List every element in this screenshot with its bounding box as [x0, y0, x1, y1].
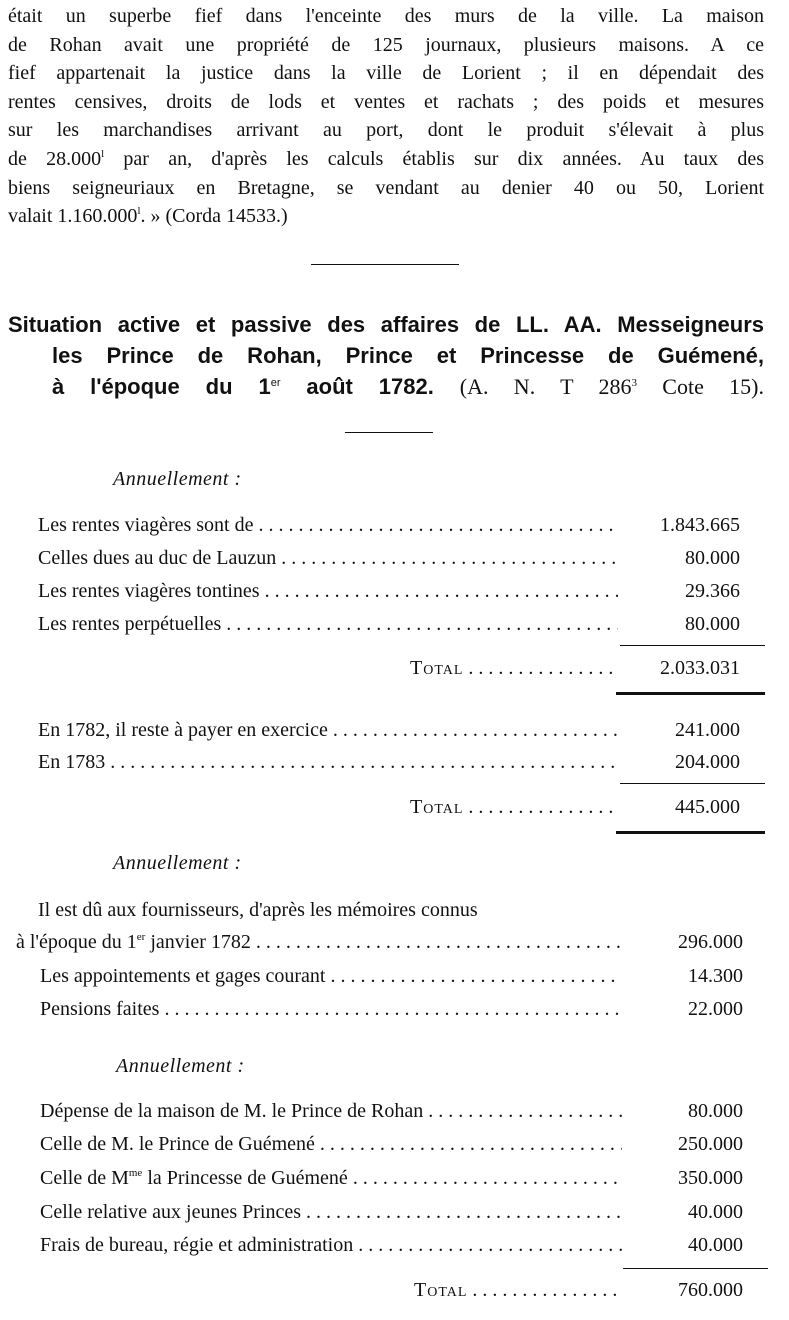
section-4-title: Annuellement :	[116, 1055, 245, 1077]
table-row	[0, 961, 789, 991]
row-label-sup: er	[136, 931, 146, 943]
heading-date-b: août 1782.	[280, 374, 434, 399]
table-row	[0, 927, 789, 957]
total-row	[0, 792, 789, 822]
table-row	[0, 576, 789, 606]
row-label-sup: me	[128, 1167, 143, 1179]
row-label	[40, 1163, 622, 1193]
intro-line-7: biens seigneuriaux en Bretagne, se vendant au denier 40 ou 50, Lorient	[8, 176, 764, 199]
row-amount: 29.366	[685, 580, 740, 602]
row-label: Les rentes perpétuelles . . .	[38, 609, 618, 639]
row-label: Celle de M. le Prince de Guémené . . .	[40, 1129, 622, 1159]
sum-rule	[623, 1268, 768, 1269]
row-label-b: janvier 1782	[145, 931, 251, 953]
intro-line-1: était un superbe fief dans l'enceinte des murs de la ville. La maison	[8, 5, 764, 27]
row-label: Les rentes viagères tontines . . .	[38, 576, 618, 606]
row-amount: 80.000	[685, 547, 740, 569]
row-label: Les appointements et gages courant . . .	[40, 961, 620, 991]
table-row	[0, 1129, 789, 1159]
row-label-b: la Princesse de Guémené	[142, 1167, 348, 1189]
intro-line-8	[8, 202, 764, 231]
intro-line-4: rentes censives, droits de lods et ventes et rachats ; des poids et mesures	[8, 90, 764, 113]
row-amount: 296.000	[678, 931, 743, 953]
total-amount: 760.000	[678, 1279, 743, 1301]
row-amount: 14.300	[688, 965, 743, 987]
heading-line-1	[8, 309, 764, 340]
row-amount: 22.000	[688, 998, 743, 1020]
row-amount: 250.000	[678, 1133, 743, 1155]
row-label	[16, 927, 620, 957]
intro-line-2: de Rohan avait une propriété de 125 journaux, plusieurs maisons. A ce	[8, 33, 764, 56]
heading-line-2-text: les Prince de Rohan, Prince et Princesse de Guémené,	[52, 343, 764, 368]
table-row	[0, 1197, 789, 1227]
total-double-rule	[616, 692, 765, 695]
total-row	[0, 653, 789, 683]
intro-line-3: fief appartenait la justice dans la ville de Lorient ; il en dépendait des	[8, 62, 764, 85]
lead-line: Il est dû aux fournisseurs, d'après les mémoires connus	[38, 899, 478, 921]
heading-date-a: à l'époque du 1	[52, 374, 271, 399]
page-heading	[8, 309, 764, 402]
row-label: Frais de bureau, régie et administration . . .	[40, 1230, 622, 1260]
heading-line-1-text: Situation active et passive des affaires de LL. AA. Messeigneurs	[8, 312, 764, 337]
total-amount: 2.033.031	[660, 657, 740, 679]
intro-amount-28000: de 28.000	[8, 147, 102, 170]
total-row	[0, 1275, 789, 1305]
intro-citation: . » (Corda 14533.)	[140, 205, 288, 228]
row-label-a: à l'époque du 1	[16, 931, 137, 953]
table-row	[0, 715, 789, 745]
row-amount: 40.000	[688, 1234, 743, 1256]
table-row	[0, 994, 789, 1024]
row-label-a: Celle de M	[40, 1167, 129, 1189]
row-label: En 1783 . . .	[38, 747, 618, 777]
archive-ref-a: (A. N. T 286	[459, 374, 632, 399]
row-label: Pensions faites . . .	[40, 994, 620, 1024]
total-amount: 445.000	[675, 796, 740, 818]
intro-paragraph	[8, 2, 764, 231]
row-amount: 80.000	[685, 613, 740, 635]
table-row	[0, 747, 789, 777]
table-row	[0, 1163, 789, 1193]
row-label: Les rentes viagères sont de . . .	[38, 510, 618, 540]
heading-line-2	[8, 340, 764, 371]
section-divider	[311, 264, 459, 265]
livre-superscript: l	[101, 147, 105, 160]
row-amount: 40.000	[688, 1201, 743, 1223]
heading-divider	[345, 432, 433, 433]
livre-superscript: l	[137, 205, 141, 218]
section-1-title: Annuellement :	[113, 468, 242, 490]
intro-amount-1160000: valait 1.160.000	[8, 205, 138, 228]
section-3-title: Annuellement :	[113, 852, 242, 874]
table-row	[0, 1230, 789, 1260]
row-amount: 80.000	[688, 1100, 743, 1122]
table-row	[0, 609, 789, 639]
archive-ref-sup: 3	[631, 377, 637, 389]
heading-line-3	[8, 371, 764, 402]
table-row	[0, 510, 789, 540]
row-amount: 241.000	[675, 719, 740, 741]
row-amount: 204.000	[675, 751, 740, 773]
archive-ref-b: Cote 15).	[636, 374, 764, 399]
row-amount: 1.843.665	[660, 514, 740, 536]
heading-archive-ref	[460, 374, 764, 399]
table-row	[0, 1096, 789, 1126]
row-amount: 350.000	[678, 1167, 743, 1189]
total-double-rule	[616, 831, 765, 834]
heading-date-sup: er	[270, 377, 281, 389]
row-label: Dépense de la maison de M. le Prince de Rohan . . .	[40, 1096, 622, 1126]
row-label: En 1782, il reste à payer en exercice . . .	[38, 715, 618, 745]
sum-rule	[620, 783, 765, 784]
intro-line-5: sur les marchandises arrivant au port, dont le produit s'élevait à plus	[8, 119, 764, 142]
intro-line-6-rest: par an, d'après les calculs établis sur dix années. Au taux des	[104, 147, 764, 170]
total-label: Total . . .	[414, 1275, 622, 1305]
table-row	[0, 543, 789, 573]
sum-rule	[620, 645, 765, 646]
total-label: Total . . .	[410, 653, 618, 683]
row-label: Celle relative aux jeunes Princes . . .	[40, 1197, 622, 1227]
row-label: Celles dues au duc de Lauzun . . .	[38, 543, 618, 573]
total-label: Total . . .	[410, 792, 618, 822]
intro-line-6	[8, 145, 764, 174]
